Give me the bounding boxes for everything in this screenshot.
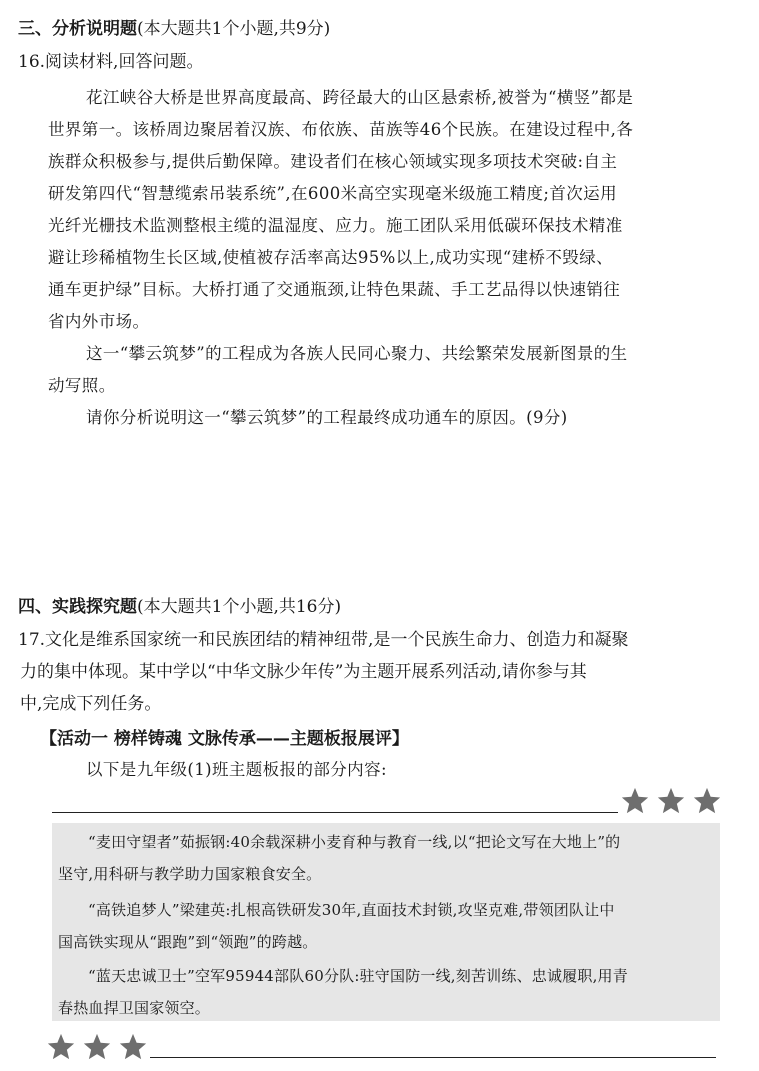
board-top-stars xyxy=(620,786,722,816)
board-line: “蓝天忠诚卫士”空军95944部队60分队:驻守国防一线,刻苦训练、忠诚履职,用青 xyxy=(88,967,628,985)
section4-heading xyxy=(18,596,341,618)
board-line: “高铁追梦人”梁建英:扎根高铁研发30年,直面技术封锁,攻坚克难,带领团队让中 xyxy=(88,901,615,919)
section3-title: 三、分析说明题 xyxy=(18,19,137,39)
q16-line: 族群众积极参与,提供后勤保障。建设者们在核心领域实现多项技术突破:自主 xyxy=(48,152,618,171)
q16-line: 动写照。 xyxy=(48,376,116,395)
q16-line: 省内外市场。 xyxy=(48,312,150,331)
q17-line: 力的集中体现。某中学以“中华文脉少年传”为主题开展系列活动,请你参与其 xyxy=(20,662,587,682)
q17-line: 17.文化是维系国家统一和民族团结的精神纽带,是一个民族生命力、创造力和凝聚 xyxy=(18,630,629,650)
board-bottom-rule xyxy=(150,1057,716,1058)
board-content xyxy=(52,823,720,1021)
q16-line: 世界第一。该桥周边聚居着汉族、布依族、苗族等46个民族。在建设过程中,各 xyxy=(48,120,634,139)
star-icon xyxy=(692,786,722,816)
q17-line: 中,完成下列任务。 xyxy=(20,694,162,714)
star-icon xyxy=(46,1032,76,1062)
section4-title: 四、实践探究题 xyxy=(18,597,137,617)
section4-note: (本大题共1个小题,共16分) xyxy=(137,597,342,617)
q16-question: 请你分析说明这一“攀云筑梦”的工程最终成功通车的原因。(9分) xyxy=(86,408,568,427)
section3-note: (本大题共1个小题,共9分) xyxy=(137,19,331,39)
star-icon xyxy=(82,1032,112,1062)
board-bottom-stars xyxy=(46,1032,148,1062)
board-line: 坚守,用科研与教学助力国家粮食安全。 xyxy=(58,865,322,883)
star-icon xyxy=(656,786,686,816)
star-icon xyxy=(620,786,650,816)
q16-line: 光纤光栅技术监测整根主缆的温湿度、应力。施工团队采用低碳环保技术精准 xyxy=(48,216,623,235)
board-line: 春热血捍卫国家领空。 xyxy=(58,999,211,1017)
section3-heading xyxy=(18,18,330,40)
q16-stem: 16.阅读材料,回答问题。 xyxy=(18,52,204,72)
board-line: 国高铁实现从“跟跑”到“领跑”的跨越。 xyxy=(58,933,318,951)
board-top-rule xyxy=(52,812,618,813)
board-intro: 以下是九年级(1)班主题板报的部分内容: xyxy=(86,760,387,779)
q16-line: 花江峡谷大桥是世界高度最高、跨径最大的山区悬索桥,被誉为“横竖”都是 xyxy=(86,88,634,107)
star-icon xyxy=(118,1032,148,1062)
activity-heading: 【活动一 榜样铸魂 文脉传承——主题板报展评】 xyxy=(40,729,409,749)
q16-line: 通车更护绿”目标。大桥打通了交通瓶颈,让特色果蔬、手工艺品得以快速销往 xyxy=(48,280,621,299)
q16-line: 研发第四代“智慧缆索吊装系统”,在600米高空实现毫米级施工精度;首次运用 xyxy=(48,184,617,203)
board-line: “麦田守望者”茹振钢:40余载深耕小麦育种与教育一线,以“把论文写在大地上”的 xyxy=(88,833,621,851)
q16-line: 避让珍稀植物生长区域,使植被存活率高达95%以上,成功实现“建桥不毁绿、 xyxy=(48,248,613,267)
q16-line: 这一“攀云筑梦”的工程成为各族人民同心聚力、共绘繁荣发展新图景的生 xyxy=(86,344,628,363)
